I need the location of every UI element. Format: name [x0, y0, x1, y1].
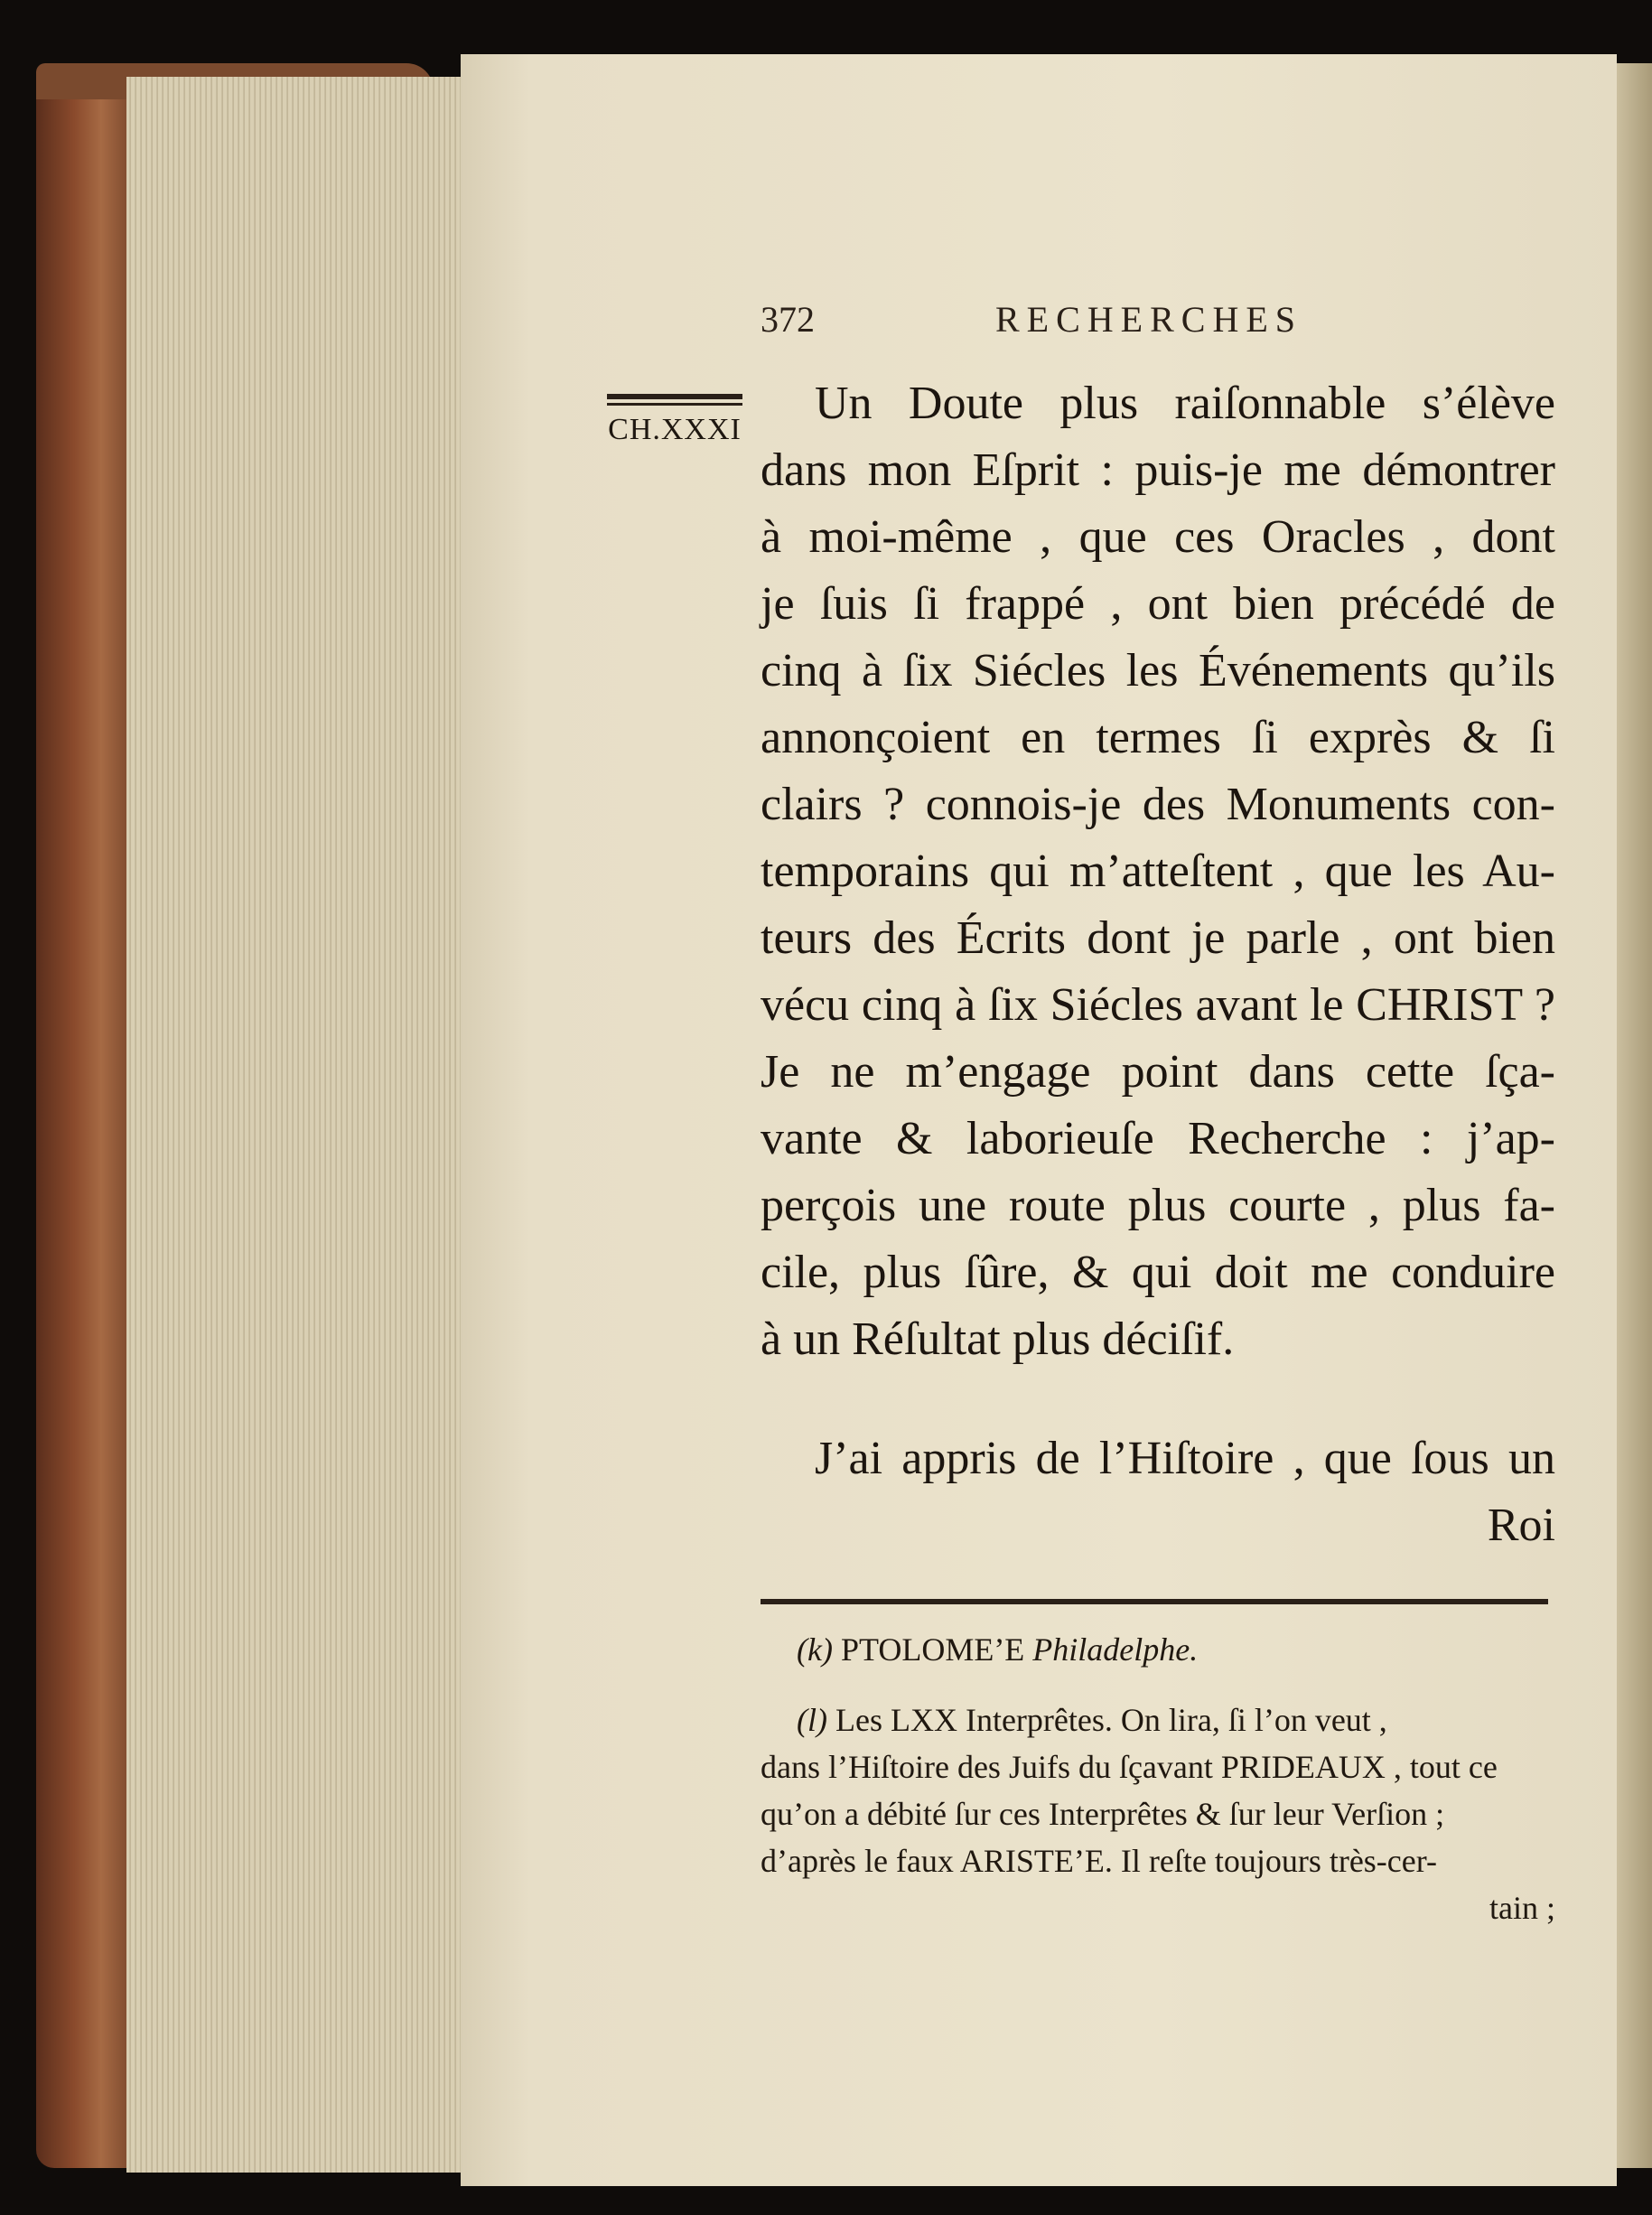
footnote-marker: (l)	[797, 1702, 827, 1738]
page-number: 372	[761, 299, 815, 340]
text-line: temporains qui m’atteſtent , que les Au-	[761, 846, 1555, 897]
text-line: cinq à ſix Siécles les Événements qu’ils	[761, 645, 1555, 696]
footnote-text-italic: Philadelphe.	[1032, 1631, 1199, 1668]
footnote-l	[761, 1696, 1555, 1931]
text-line: Je ne m’engage point dans cette ſça-	[761, 1046, 1555, 1098]
margin-rule	[607, 403, 742, 406]
text-line: à un Réſultat plus déciſif.	[761, 1313, 1235, 1365]
footnote-line: Les LXX Interprêtes. On lira, ſi l’on veut ,	[835, 1702, 1387, 1738]
catchword: Roi	[1487, 1500, 1555, 1551]
footnote-k	[761, 1626, 1555, 1673]
footnote-line: d’après le faux ARISTE’E. Il reſte toujours très-cer-	[761, 1843, 1438, 1879]
chapter-margin-note	[598, 390, 751, 447]
footnotes	[761, 1626, 1555, 1931]
footnote-text: PTOLOME’E	[840, 1631, 1025, 1668]
text-line: clairs ? connois-je des Monuments con-	[761, 779, 1555, 830]
facing-page-edge	[1617, 63, 1652, 2168]
footnote-line: qu’on a débité ſur ces Interprêtes & ſur leur Verſion ;	[761, 1796, 1445, 1832]
text-line: Un Doute plus raiſonnable s’élève	[815, 378, 1555, 429]
footnote-line: dans l’Hiſtoire des Juifs du ſçavant PRIDEAUX , tout ce	[761, 1749, 1498, 1785]
text-line: à moi-même , que ces Oracles , dont	[761, 511, 1555, 563]
text-line: perçois une route plus courte , plus fa-	[761, 1180, 1555, 1231]
chapter-label: CH.XXXI	[608, 413, 742, 446]
page-edges	[126, 77, 462, 2173]
text-line: J’ai appris de l’Hiſtoire , que ſous un	[815, 1433, 1555, 1484]
footnote-marker: (k)	[797, 1631, 833, 1668]
text-line: vante & laborieuſe Recherche : j’ap-	[761, 1113, 1555, 1164]
footnote-rule	[761, 1599, 1548, 1604]
text-line: je ſuis ſi frappé , ont bien précédé de	[761, 578, 1555, 630]
running-head	[761, 298, 1366, 343]
text-line: vécu cinq à ſix Siécles avant le CHRIST ?	[761, 979, 1555, 1031]
text-line: cile, plus ſûre, & qui doit me conduire	[761, 1247, 1555, 1298]
footnote-catchword: tain ;	[1489, 1890, 1555, 1926]
body-text	[761, 370, 1555, 1559]
running-title: RECHERCHES	[995, 299, 1303, 340]
text-line: teurs des Écrits dont je parle , ont bien	[761, 912, 1555, 964]
text-line: annonçoient en termes ſi exprès & ſi	[761, 712, 1555, 763]
text-line: dans mon Eſprit : puis-je me démontrer	[761, 444, 1555, 496]
margin-rule	[607, 394, 742, 399]
